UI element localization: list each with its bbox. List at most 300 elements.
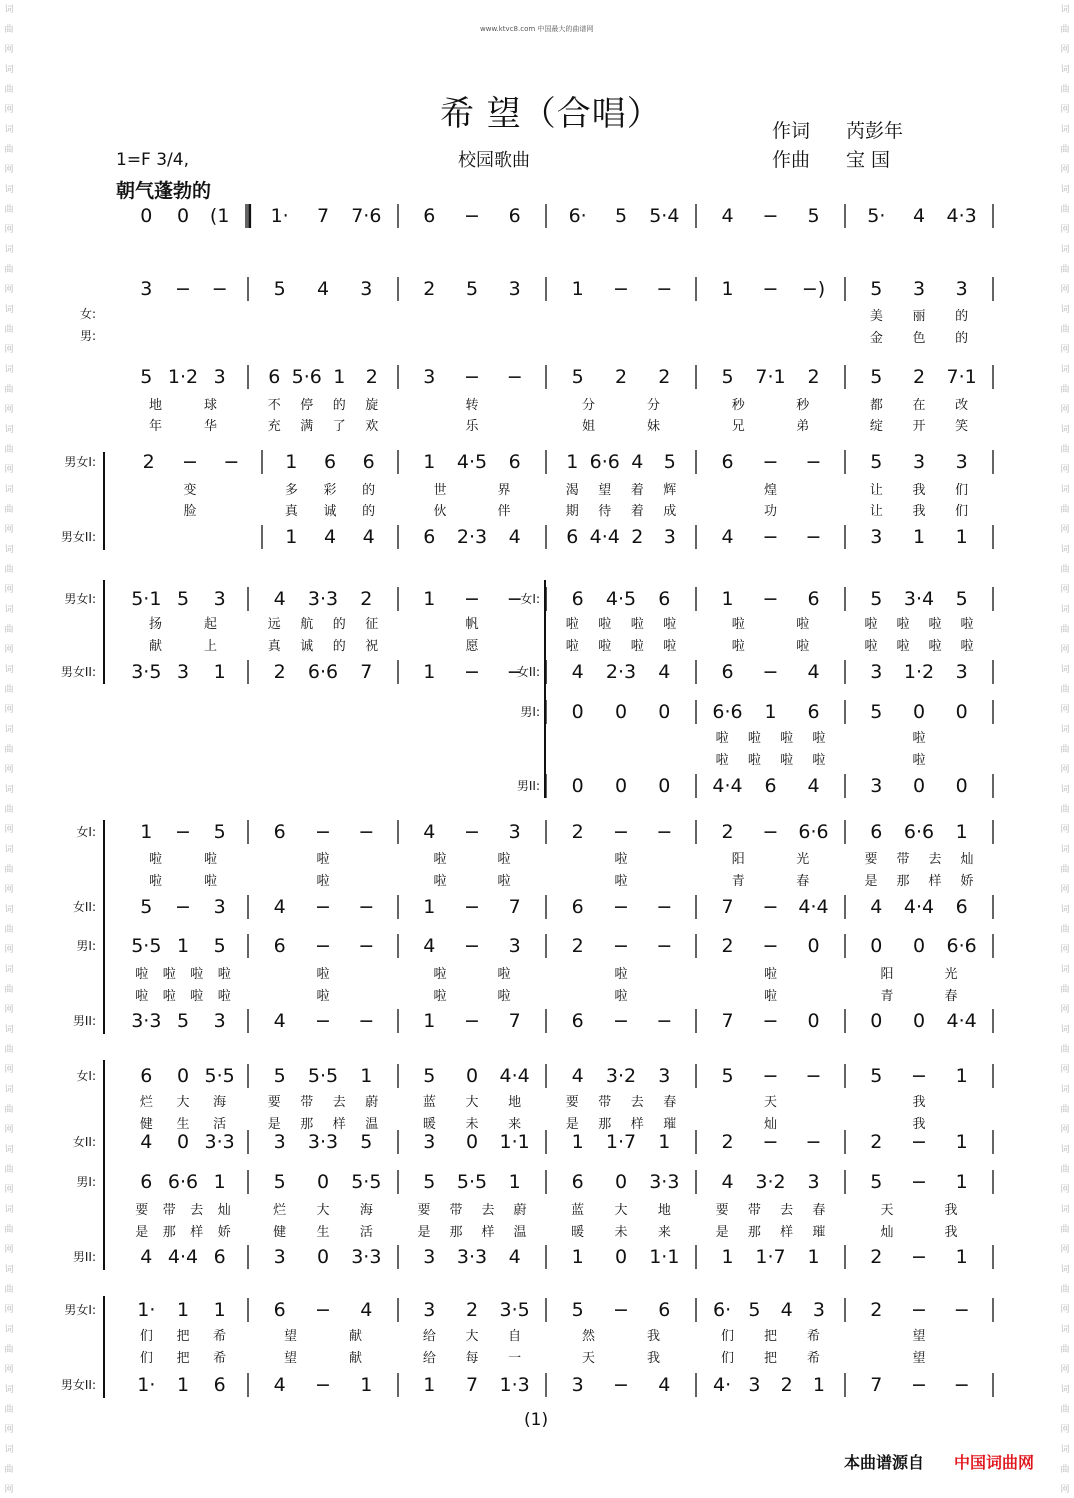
lyric-syllable: 要 bbox=[417, 1203, 431, 1218]
part-label: 男女II: bbox=[60, 665, 96, 679]
watermark-text: 词曲网 bbox=[1060, 545, 1070, 595]
note: 0 bbox=[614, 701, 628, 723]
note: 5 bbox=[870, 278, 883, 300]
lyric-syllable: 啦 bbox=[731, 639, 745, 654]
watermark-text: 词曲网 bbox=[1060, 1085, 1070, 1135]
note: 2 bbox=[780, 1374, 793, 1396]
note: 3·3 bbox=[307, 1131, 339, 1153]
note: − bbox=[805, 1065, 822, 1087]
lyric-syllable: 样 bbox=[630, 1117, 644, 1132]
note: 0 bbox=[316, 1246, 330, 1268]
lyric-syllable: 金 bbox=[869, 331, 883, 346]
lyric-syllable: 去 bbox=[481, 1203, 495, 1218]
lyric-syllable: 样 bbox=[481, 1225, 495, 1240]
note: 5 bbox=[273, 278, 286, 300]
watermark-text: 词曲网 bbox=[1060, 785, 1070, 835]
note: − bbox=[805, 526, 822, 548]
watermark-text: 词曲网 bbox=[1060, 65, 1070, 115]
note: 2 bbox=[912, 366, 926, 388]
note: 6 bbox=[268, 366, 281, 388]
lyric-syllable: 着 bbox=[630, 483, 644, 498]
note: − bbox=[464, 896, 480, 918]
note: 0 bbox=[571, 701, 584, 723]
lyric-syllable: 待 bbox=[598, 504, 612, 519]
note: 3 bbox=[955, 278, 968, 300]
lyric-syllable: 变 bbox=[183, 483, 197, 498]
lyric-syllable: 我 bbox=[912, 1117, 926, 1132]
lyric-syllable: 啦 bbox=[864, 639, 878, 654]
note: −) bbox=[801, 278, 826, 300]
part-label: 男女I: bbox=[64, 1303, 96, 1317]
lyric-syllable: 春 bbox=[796, 874, 810, 889]
lyric-syllable: 啦 bbox=[928, 639, 942, 654]
lyric-syllable: 光 bbox=[796, 852, 810, 867]
footer-source: 本曲谱源自 bbox=[844, 1453, 925, 1472]
lyric-syllable: 啦 bbox=[747, 731, 761, 746]
lyric-syllable: 啦 bbox=[864, 617, 878, 632]
note: 0 bbox=[176, 1065, 190, 1087]
note: 4·4 bbox=[903, 896, 935, 918]
watermark-text: 词曲网 bbox=[1060, 845, 1070, 895]
watermark-text: 词曲网 bbox=[4, 185, 14, 235]
note: − bbox=[762, 896, 779, 918]
lyric-syllable: 啦 bbox=[598, 639, 612, 654]
note: − bbox=[223, 451, 240, 473]
note: 1 bbox=[213, 1171, 226, 1193]
lyric-syllable: 那 bbox=[747, 1225, 761, 1240]
lyric-syllable: 献 bbox=[348, 1351, 363, 1366]
note: 6·6 bbox=[589, 451, 620, 473]
footer-link[interactable]: 中国词曲网 bbox=[954, 1453, 1035, 1472]
note: 5 bbox=[663, 451, 676, 473]
lyric-syllable: 满 bbox=[300, 419, 314, 434]
note: 6 bbox=[571, 1171, 584, 1193]
note: 6 bbox=[140, 1171, 153, 1193]
note: 4 bbox=[631, 451, 644, 473]
note: 5 bbox=[140, 896, 153, 918]
note: 0 bbox=[140, 205, 153, 227]
lyric-syllable: 啦 bbox=[316, 989, 330, 1004]
lyric-syllable: 去 bbox=[630, 1095, 644, 1110]
lyric-syllable: 起 bbox=[203, 617, 218, 632]
note: 1 bbox=[721, 278, 734, 300]
note: 2 bbox=[571, 821, 584, 843]
lyric-syllable: 成 bbox=[663, 504, 677, 519]
lyric-syllable: 美 bbox=[869, 309, 883, 324]
lyric-syllable: 生 bbox=[176, 1117, 190, 1132]
lyric-syllable: 那 bbox=[300, 1117, 314, 1132]
watermark-text: 词曲网 bbox=[4, 545, 14, 595]
note: 4 bbox=[870, 896, 883, 918]
watermark-text: 词曲网 bbox=[4, 245, 14, 295]
lyric-syllable: 啦 bbox=[630, 617, 644, 632]
lyric-syllable: 春 bbox=[812, 1203, 826, 1218]
lyric-syllable: 啦 bbox=[715, 753, 729, 768]
lyric-syllable: 青 bbox=[880, 989, 894, 1004]
lyric-syllable: 地 bbox=[657, 1203, 671, 1218]
note: 4·5 bbox=[605, 588, 637, 610]
note: − bbox=[762, 1065, 779, 1087]
note: 3 bbox=[955, 451, 968, 473]
lyric-syllable: 渴 bbox=[565, 483, 579, 498]
lyric-syllable: 笑 bbox=[955, 419, 969, 434]
note: 6 bbox=[273, 821, 286, 843]
watermark-text: 词曲网 bbox=[4, 365, 14, 415]
note: − bbox=[762, 661, 779, 683]
note: 3·3 bbox=[351, 1246, 382, 1268]
lyric-syllable: 上 bbox=[203, 639, 218, 654]
note: 4 bbox=[140, 1246, 153, 1268]
note: 4 bbox=[360, 1299, 373, 1321]
note: 4 bbox=[273, 1374, 286, 1396]
lyric-syllable: 蓝 bbox=[571, 1203, 585, 1218]
note: 7 bbox=[508, 1010, 521, 1032]
note: 5·6 bbox=[291, 366, 322, 388]
note: 7 bbox=[721, 896, 734, 918]
note: 1 bbox=[955, 1065, 968, 1087]
note: 3 bbox=[663, 526, 676, 548]
lyric-syllable: 啦 bbox=[960, 617, 974, 632]
lyric-syllable: 啦 bbox=[203, 852, 218, 867]
lyric-syllable: 开 bbox=[912, 419, 926, 434]
watermark-text: 词曲网 bbox=[4, 965, 14, 1015]
note: 4 bbox=[508, 526, 521, 548]
part-label: 男I: bbox=[76, 1175, 96, 1189]
note: 1 bbox=[571, 278, 584, 300]
note: 1 bbox=[333, 366, 346, 388]
lyric-syllable: 煌 bbox=[763, 483, 778, 498]
song-subtitle: 校园歌曲 bbox=[458, 150, 530, 171]
lyric-syllable: 要 bbox=[864, 852, 878, 867]
note: 1· bbox=[137, 1299, 156, 1321]
note: 3 bbox=[807, 1171, 820, 1193]
note: 6 bbox=[423, 205, 436, 227]
lyric-syllable: 娇 bbox=[960, 874, 974, 889]
note: 5 bbox=[176, 1010, 190, 1032]
lyric-syllable: 样 bbox=[190, 1225, 204, 1240]
note: 7 bbox=[316, 205, 330, 227]
lyric-syllable: 的 bbox=[362, 504, 376, 519]
lyric-syllable: 啦 bbox=[763, 989, 778, 1004]
lyric-syllable: 啦 bbox=[614, 967, 628, 982]
lyric-syllable: 诚 bbox=[323, 504, 337, 519]
note: 5 bbox=[273, 1065, 286, 1087]
lyric-syllable: 啦 bbox=[614, 989, 628, 1004]
lyric-syllable: 辉 bbox=[663, 483, 677, 498]
note: 2 bbox=[658, 366, 671, 388]
lyric-syllable: 期 bbox=[565, 504, 579, 519]
note: 5 bbox=[213, 821, 226, 843]
lyric-syllable: 的 bbox=[955, 309, 969, 324]
note: 0 bbox=[465, 1131, 479, 1153]
note: − bbox=[358, 935, 375, 957]
lyric-syllable: 们 bbox=[139, 1329, 153, 1344]
lyric-syllable: 啦 bbox=[190, 989, 204, 1004]
lyric-syllable: 的 bbox=[332, 398, 346, 413]
note: − bbox=[613, 821, 629, 843]
watermark-text: 词曲网 bbox=[1060, 425, 1070, 475]
part-label: 女II: bbox=[72, 1135, 96, 1149]
note: − bbox=[211, 278, 228, 300]
lyric-syllable: 春 bbox=[663, 1095, 677, 1110]
note: 2 bbox=[807, 366, 820, 388]
lyric-syllable: 充 bbox=[267, 419, 281, 434]
note: − bbox=[762, 1131, 779, 1153]
note: 6·6 bbox=[307, 661, 339, 683]
note: 1 bbox=[423, 1010, 436, 1032]
lyric-syllable: 活 bbox=[213, 1117, 227, 1132]
note: 0 bbox=[912, 775, 926, 797]
note: 7 bbox=[465, 1374, 479, 1396]
lyric-syllable: 啦 bbox=[203, 874, 218, 889]
watermark-text: 词曲网 bbox=[4, 725, 14, 775]
note: − bbox=[464, 821, 480, 843]
lyric-syllable: 们 bbox=[720, 1329, 735, 1344]
note: 6 bbox=[571, 588, 584, 610]
note: 4 bbox=[780, 1299, 793, 1321]
note: 2 bbox=[423, 278, 436, 300]
lyric-syllable: 啦 bbox=[565, 639, 579, 654]
note: 1 bbox=[360, 1374, 373, 1396]
lyric-syllable: 把 bbox=[176, 1351, 190, 1366]
note: 6·6 bbox=[712, 701, 743, 723]
lyric-syllable: 带 bbox=[896, 852, 910, 867]
note: 3 bbox=[213, 896, 226, 918]
watermark-text: 词曲网 bbox=[4, 1325, 14, 1375]
lyric-syllable: 暖 bbox=[571, 1225, 585, 1240]
note: 0 bbox=[465, 1065, 479, 1087]
note: 4 bbox=[658, 661, 671, 683]
note: 2 bbox=[721, 821, 734, 843]
lyric-syllable: 样 bbox=[332, 1117, 346, 1132]
note: 5 bbox=[721, 366, 734, 388]
lyric-syllable: 啦 bbox=[630, 639, 644, 654]
note: 5 bbox=[870, 1065, 883, 1087]
note: 0 bbox=[912, 701, 926, 723]
lyric-syllable: 带 bbox=[598, 1095, 612, 1110]
note: 7 bbox=[360, 661, 373, 683]
lyric-syllable: 啦 bbox=[148, 852, 163, 867]
lyric-syllable: 献 bbox=[148, 639, 163, 654]
note: 2 bbox=[365, 366, 378, 388]
lyric-syllable: 们 bbox=[955, 483, 969, 498]
note: 0 bbox=[870, 935, 883, 957]
note: − bbox=[762, 935, 779, 957]
lyric-syllable: 去 bbox=[190, 1203, 204, 1218]
note: − bbox=[911, 1065, 927, 1087]
lyric-syllable: 啦 bbox=[796, 617, 810, 632]
lyric-syllable: 啦 bbox=[896, 639, 910, 654]
note: − bbox=[762, 278, 779, 300]
note: 1 bbox=[571, 1131, 584, 1153]
lyric-syllable: 姐 bbox=[581, 419, 596, 434]
lyric-syllable: 伙 bbox=[433, 504, 447, 519]
lyric-syllable: 给 bbox=[422, 1351, 436, 1366]
watermark-text: 词曲网 bbox=[1060, 905, 1070, 955]
lyric-syllable: 给 bbox=[422, 1329, 436, 1344]
lyric-syllable: 啦 bbox=[162, 967, 176, 982]
note: 5 bbox=[870, 1171, 883, 1193]
lyric-syllable: 啦 bbox=[433, 967, 447, 982]
watermark-text: 词曲网 bbox=[1060, 5, 1070, 55]
lyric-syllable: 来 bbox=[508, 1117, 522, 1132]
note: 3 bbox=[423, 1131, 436, 1153]
note: 4 bbox=[912, 205, 926, 227]
note: 3 bbox=[870, 526, 883, 548]
composer-name: 宝 国 bbox=[846, 149, 891, 171]
watermark-text: 词曲网 bbox=[4, 305, 14, 355]
lyric-syllable: 啦 bbox=[217, 989, 231, 1004]
lyric-syllable: 天 bbox=[880, 1203, 894, 1218]
part-label: 男女II: bbox=[60, 530, 96, 544]
lyric-syllable: 暖 bbox=[422, 1117, 436, 1132]
part-label: 男I: bbox=[520, 705, 540, 719]
note: 3 bbox=[508, 935, 521, 957]
note: 0 bbox=[912, 1010, 926, 1032]
lyric-syllable: 都 bbox=[869, 398, 883, 413]
part-label: 男女II: bbox=[60, 1378, 96, 1392]
lyric-syllable: 祝 bbox=[365, 639, 379, 654]
lyric-syllable: 生 bbox=[316, 1225, 330, 1240]
lyric-syllable: 娇 bbox=[217, 1225, 231, 1240]
note: 4·4 bbox=[712, 775, 743, 797]
lyric-syllable: 弟 bbox=[796, 419, 810, 434]
lyric-syllable: 啦 bbox=[780, 731, 794, 746]
part-label: 男I: bbox=[76, 939, 96, 953]
note: 1 bbox=[721, 1246, 734, 1268]
lyric-syllable: 功 bbox=[763, 504, 778, 519]
lyric-syllable: 把 bbox=[176, 1329, 190, 1344]
note: 1·2 bbox=[167, 366, 199, 388]
note: 5 bbox=[176, 588, 190, 610]
note: 6·6 bbox=[903, 821, 935, 843]
note: 7·1 bbox=[755, 366, 786, 388]
lyric-syllable: 希 bbox=[806, 1329, 821, 1344]
lyric-syllable: 们 bbox=[955, 504, 969, 519]
note: 0 bbox=[955, 701, 968, 723]
lyric-syllable: 啦 bbox=[433, 874, 447, 889]
note: 0 bbox=[807, 1010, 820, 1032]
lyric-syllable: 啦 bbox=[663, 617, 677, 632]
note: 6 bbox=[721, 451, 734, 473]
lyric-syllable: 海 bbox=[213, 1095, 227, 1110]
lyric-syllable: 希 bbox=[213, 1351, 227, 1366]
watermark-text: 词曲网 bbox=[1060, 1325, 1070, 1375]
lyric-syllable: 活 bbox=[359, 1225, 373, 1240]
lyric-syllable: 啦 bbox=[715, 731, 729, 746]
lyric-syllable: 啦 bbox=[316, 874, 330, 889]
watermark-text: 词曲网 bbox=[1060, 1445, 1070, 1495]
note: 2 bbox=[721, 1131, 734, 1153]
lyric-syllable: 啦 bbox=[217, 967, 231, 982]
lyric-syllable: 样 bbox=[780, 1225, 794, 1240]
note: 4 bbox=[316, 278, 330, 300]
note: 5 bbox=[807, 205, 820, 227]
lyric-syllable: 是 bbox=[864, 874, 878, 889]
note: 4 bbox=[721, 1171, 734, 1193]
lyric-syllable: 欢 bbox=[365, 419, 379, 434]
note: 2 bbox=[870, 1299, 883, 1321]
note: 7 bbox=[508, 896, 521, 918]
note: 1 bbox=[213, 661, 226, 683]
note: 3·3 bbox=[131, 1010, 162, 1032]
lyric-syllable: 带 bbox=[449, 1203, 463, 1218]
watermark-text: 词曲网 bbox=[4, 1085, 14, 1135]
note: − bbox=[656, 896, 673, 918]
note: 1 bbox=[658, 1131, 671, 1153]
lyric-syllable: 是 bbox=[417, 1225, 431, 1240]
note: 5 bbox=[721, 1065, 734, 1087]
note: − bbox=[358, 821, 375, 843]
note: 1 bbox=[566, 451, 579, 473]
note: − bbox=[315, 935, 331, 957]
note: 5 bbox=[571, 366, 584, 388]
lyric-syllable: 多 bbox=[284, 483, 298, 498]
note: 3 bbox=[213, 1010, 226, 1032]
note: 1 bbox=[176, 1374, 190, 1396]
lyric-syllable: 啦 bbox=[497, 852, 511, 867]
watermark-text: 词曲网 bbox=[4, 1145, 14, 1195]
lyric-syllable: 啦 bbox=[190, 967, 204, 982]
note: 4 bbox=[807, 661, 820, 683]
watermark-text: 词曲网 bbox=[1060, 1145, 1070, 1195]
watermark-text: 词曲网 bbox=[4, 485, 14, 535]
note: 1 bbox=[423, 588, 436, 610]
note: − bbox=[805, 1131, 822, 1153]
note: 0 bbox=[658, 701, 671, 723]
lyric-syllable: 天 bbox=[581, 1351, 596, 1366]
note: − bbox=[464, 588, 480, 610]
note: 6 bbox=[423, 526, 436, 548]
note: 3·4 bbox=[903, 588, 935, 610]
lyric-syllable: 啦 bbox=[896, 617, 910, 632]
note: 1 bbox=[912, 526, 926, 548]
note: 3 bbox=[571, 1374, 584, 1396]
lyric-syllable: 去 bbox=[928, 852, 942, 867]
note: − bbox=[315, 896, 331, 918]
lyric-syllable: 望 bbox=[283, 1351, 298, 1366]
note: (1 bbox=[209, 205, 230, 227]
note: 3·3 bbox=[204, 1131, 235, 1153]
note: − bbox=[613, 278, 629, 300]
note: 6· bbox=[713, 1299, 732, 1321]
note: 1·1 bbox=[649, 1246, 680, 1268]
note: 4 bbox=[273, 1010, 286, 1032]
composer-label: 作曲 bbox=[772, 149, 811, 171]
note: 6 bbox=[508, 451, 521, 473]
note: 5·5 bbox=[456, 1171, 488, 1193]
note: 6 bbox=[273, 935, 286, 957]
lyric-syllable: 世 bbox=[433, 483, 447, 498]
lyric-syllable: 啦 bbox=[960, 639, 974, 654]
lyric-syllable: 分 bbox=[646, 398, 661, 413]
lyric-syllable: 阳 bbox=[731, 852, 745, 867]
note: 5·5 bbox=[351, 1171, 382, 1193]
part-label: 女I: bbox=[520, 592, 540, 606]
note: 4 bbox=[571, 1065, 584, 1087]
note: 5 bbox=[140, 366, 153, 388]
lyric-syllable: 是 bbox=[715, 1225, 729, 1240]
lyric-syllable: 来 bbox=[657, 1225, 671, 1240]
lyric-syllable: 去 bbox=[780, 1203, 794, 1218]
note: 3 bbox=[912, 278, 926, 300]
watermark-text: 词曲网 bbox=[4, 65, 14, 115]
lyric-syllable: 转 bbox=[465, 398, 479, 413]
header-url: www.ktvc8.com 中国最大的曲谱网 bbox=[480, 25, 594, 33]
note: 4 bbox=[423, 821, 436, 843]
note: 2 bbox=[631, 526, 644, 548]
lyric-syllable: 啦 bbox=[663, 639, 677, 654]
